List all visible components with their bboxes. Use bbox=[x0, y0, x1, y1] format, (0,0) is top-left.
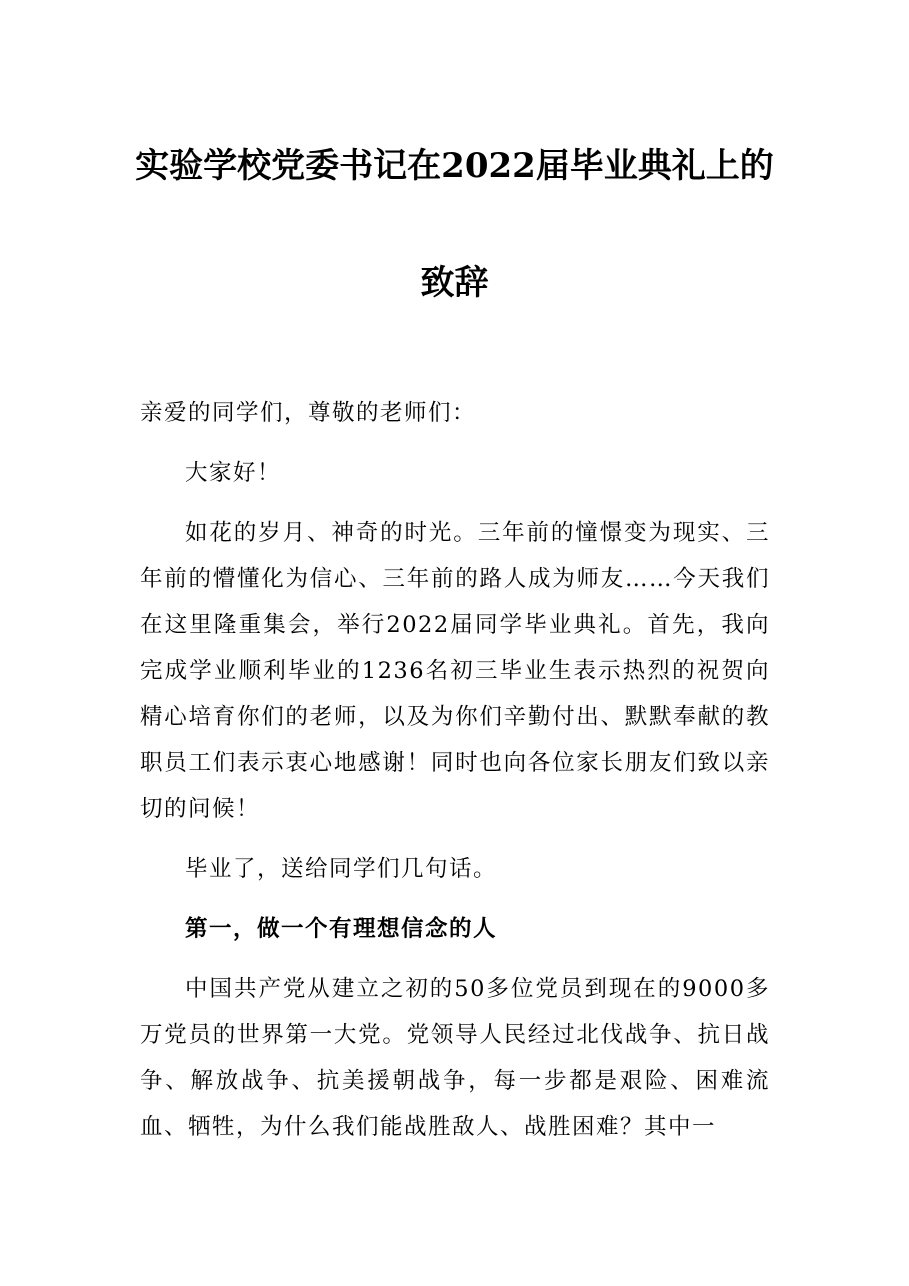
paragraph-party-history: 中国共产党从建立之初的50多位党员到现在的9000多万党员的世界第一大党。党领导人民经过北伐战争、抗日战争、解放战争、抗美援朝战争，每一步都是艰险、困难流血、牺牲，为什么我们能战胜敌人、战胜困难？其中一 bbox=[140, 976, 770, 1140]
document-title-line-1: 实验学校党委书记在2022届毕业典礼上的 bbox=[135, 146, 774, 186]
salutation: 亲爱的同学们，尊敬的老师们： bbox=[140, 400, 477, 426]
document-title-line-2: 致辞 bbox=[420, 263, 489, 303]
document-body bbox=[140, 390, 770, 1164]
greeting: 大家好！ bbox=[185, 460, 282, 486]
paragraph-intro: 如花的岁月、神奇的时光。三年前的憧憬变为现实、三年前的懵懂化为信心、三年前的路人成为师友……今天我们在这里隆重集会，举行2022届同学毕业典礼。首先，我向完成学业顺利毕业的1236名初三毕业生表示热烈的祝贺向精心培育你们的老师，以及为你们辛勤付出、默默奉献的教职员工们表示衷心地感谢！同时也向各位家长朋友们致以亲切的问候！ bbox=[140, 520, 770, 822]
section-heading-1: 第一，做一个有理想信念的人 bbox=[185, 916, 498, 942]
paragraph-transition: 毕业了，送给同学们几句话。 bbox=[185, 856, 498, 882]
